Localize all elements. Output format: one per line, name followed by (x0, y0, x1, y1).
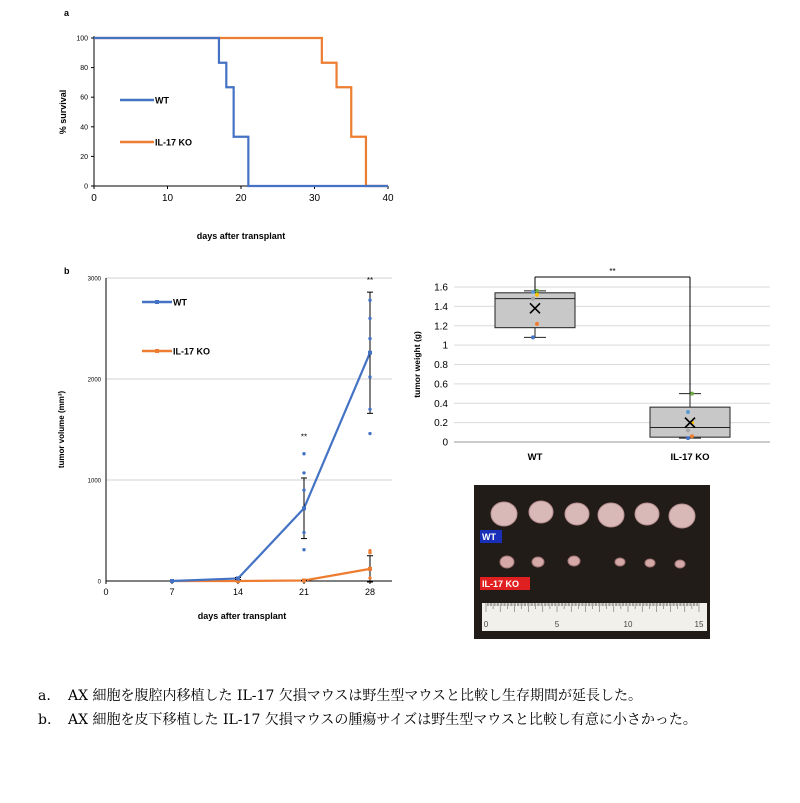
data-point (302, 452, 305, 455)
captions (38, 684, 738, 732)
data-point (535, 322, 539, 326)
y-tick-label: 1.6 (434, 282, 448, 294)
series-line-wt (94, 38, 388, 186)
data-point (686, 410, 690, 414)
data-point (368, 549, 371, 552)
y-tick-label: 40 (80, 124, 88, 132)
tumor-volume-chart (0, 260, 420, 640)
tumor-wt (598, 503, 624, 527)
x-tick-label: 40 (382, 193, 394, 204)
caption-b-letter: b. (38, 712, 52, 728)
legend-label: WT (155, 95, 169, 106)
x-tick-label: 14 (232, 587, 244, 597)
tumor-photo (474, 485, 710, 639)
tumor-ko (615, 558, 625, 566)
y-tick-label: 1.2 (434, 321, 448, 333)
data-point (368, 375, 371, 378)
data-point (368, 576, 371, 579)
x-tick-label: 20 (235, 193, 247, 204)
tumor-ko (532, 557, 544, 567)
y-axis-label: % survival (58, 89, 68, 135)
tumor-ko (675, 560, 685, 568)
data-point (302, 548, 305, 551)
tumor-wt (635, 503, 659, 525)
y-tick-label: 100 (76, 35, 88, 43)
data-point (531, 335, 535, 339)
caption-a-letter: a. (38, 688, 51, 704)
data-point (686, 436, 690, 440)
ruler (482, 603, 707, 631)
x-axis-label: days after transplant (196, 231, 286, 241)
significance-label: ** (609, 267, 616, 276)
significance-annotation: ** (366, 276, 374, 286)
survival-chart (0, 0, 800, 260)
y-tick-label: 0 (84, 183, 88, 191)
data-point (302, 471, 305, 474)
y-axis-label: tumor volume (mm³) (57, 390, 66, 469)
y-tick-label: 0.2 (434, 418, 448, 430)
mean-marker (170, 579, 174, 583)
panel-label-b: b (64, 266, 70, 276)
tumor-ko (568, 556, 580, 566)
y-tick-label: 3000 (87, 276, 101, 283)
mean-marker (302, 506, 306, 510)
data-point (686, 428, 690, 432)
significance-annotation: ** (300, 432, 308, 442)
tumor-ko (645, 559, 655, 567)
x-tick-label: 28 (364, 587, 376, 597)
x-tick-label: 0 (103, 587, 109, 597)
x-tick-label: 7 (169, 587, 175, 597)
x-tick-label: 10 (161, 193, 174, 204)
ruler-label: 15 (694, 620, 704, 629)
tumor-wt (565, 503, 589, 525)
mean-marker (368, 351, 372, 355)
data-point (368, 432, 371, 435)
data-point (690, 434, 694, 438)
data-point (535, 293, 539, 297)
caption-a (38, 684, 738, 708)
caption-a-text: AX 細胞を腹腔内移植した IL-17 欠損マウスは野生型マウスと比較し生存期間が延長した。 (68, 688, 642, 704)
legend-label: WT (173, 297, 187, 308)
data-point (302, 531, 305, 534)
data-point (368, 317, 371, 320)
panel-label-a: a (64, 8, 70, 18)
y-tick-label: 20 (80, 153, 88, 161)
data-point (690, 392, 694, 396)
caption-b-text: AX 細胞を皮下移植した IL-17 欠損マウスの腫瘍サイズは野生型マウスと比較し有意に小さかった。 (68, 712, 697, 728)
y-tick-label: 0.4 (434, 398, 448, 410)
caption-b (38, 708, 738, 732)
ruler-label: 10 (623, 620, 633, 629)
data-point (236, 576, 239, 579)
category-label: WT (527, 452, 543, 463)
y-tick-label: 0.6 (434, 379, 448, 391)
data-point (302, 488, 305, 491)
y-tick-label: 2000 (87, 377, 101, 384)
x-tick-label: 21 (298, 587, 310, 597)
y-tick-label: 1.4 (434, 301, 448, 313)
x-axis-label: days after transplant (197, 611, 287, 621)
tumor-ko (500, 556, 514, 568)
y-tick-label: 0 (97, 579, 101, 586)
legend-label: IL-17 KO (173, 346, 211, 357)
y-tick-label: 1 (442, 340, 448, 352)
ruler-label: 0 (483, 620, 489, 629)
category-label: IL-17 KO (670, 452, 710, 463)
data-point (368, 567, 371, 570)
data-point (531, 290, 535, 294)
series-line-wt (172, 353, 370, 581)
y-tick-label: 0.8 (434, 360, 448, 371)
x-tick-label: 30 (308, 193, 321, 204)
data-point (302, 579, 305, 582)
y-tick-label: 1000 (87, 478, 101, 485)
y-tick-label: 80 (80, 65, 88, 73)
data-point (535, 289, 539, 293)
data-point (531, 297, 535, 301)
tumor-wt (669, 504, 695, 528)
tumor-weight-chart (400, 260, 800, 480)
legend-marker (155, 300, 159, 304)
y-axis-label: tumor weight (g) (412, 331, 422, 398)
box (495, 293, 575, 328)
legend-marker (155, 349, 159, 353)
tumor-wt (491, 502, 517, 526)
data-point (368, 408, 371, 411)
y-tick-label: 0 (442, 437, 448, 449)
data-point (368, 337, 371, 340)
ruler-label: 5 (554, 620, 560, 629)
y-tick-label: 60 (80, 94, 88, 102)
tumor-wt (529, 501, 553, 523)
legend-label: IL-17 KO (155, 137, 193, 148)
series-line-il17ko (94, 38, 388, 186)
label-wt: WT (482, 532, 496, 542)
x-tick-label: 0 (91, 193, 97, 204)
label-ko: IL-17 KO (482, 579, 520, 589)
data-point (368, 299, 371, 302)
